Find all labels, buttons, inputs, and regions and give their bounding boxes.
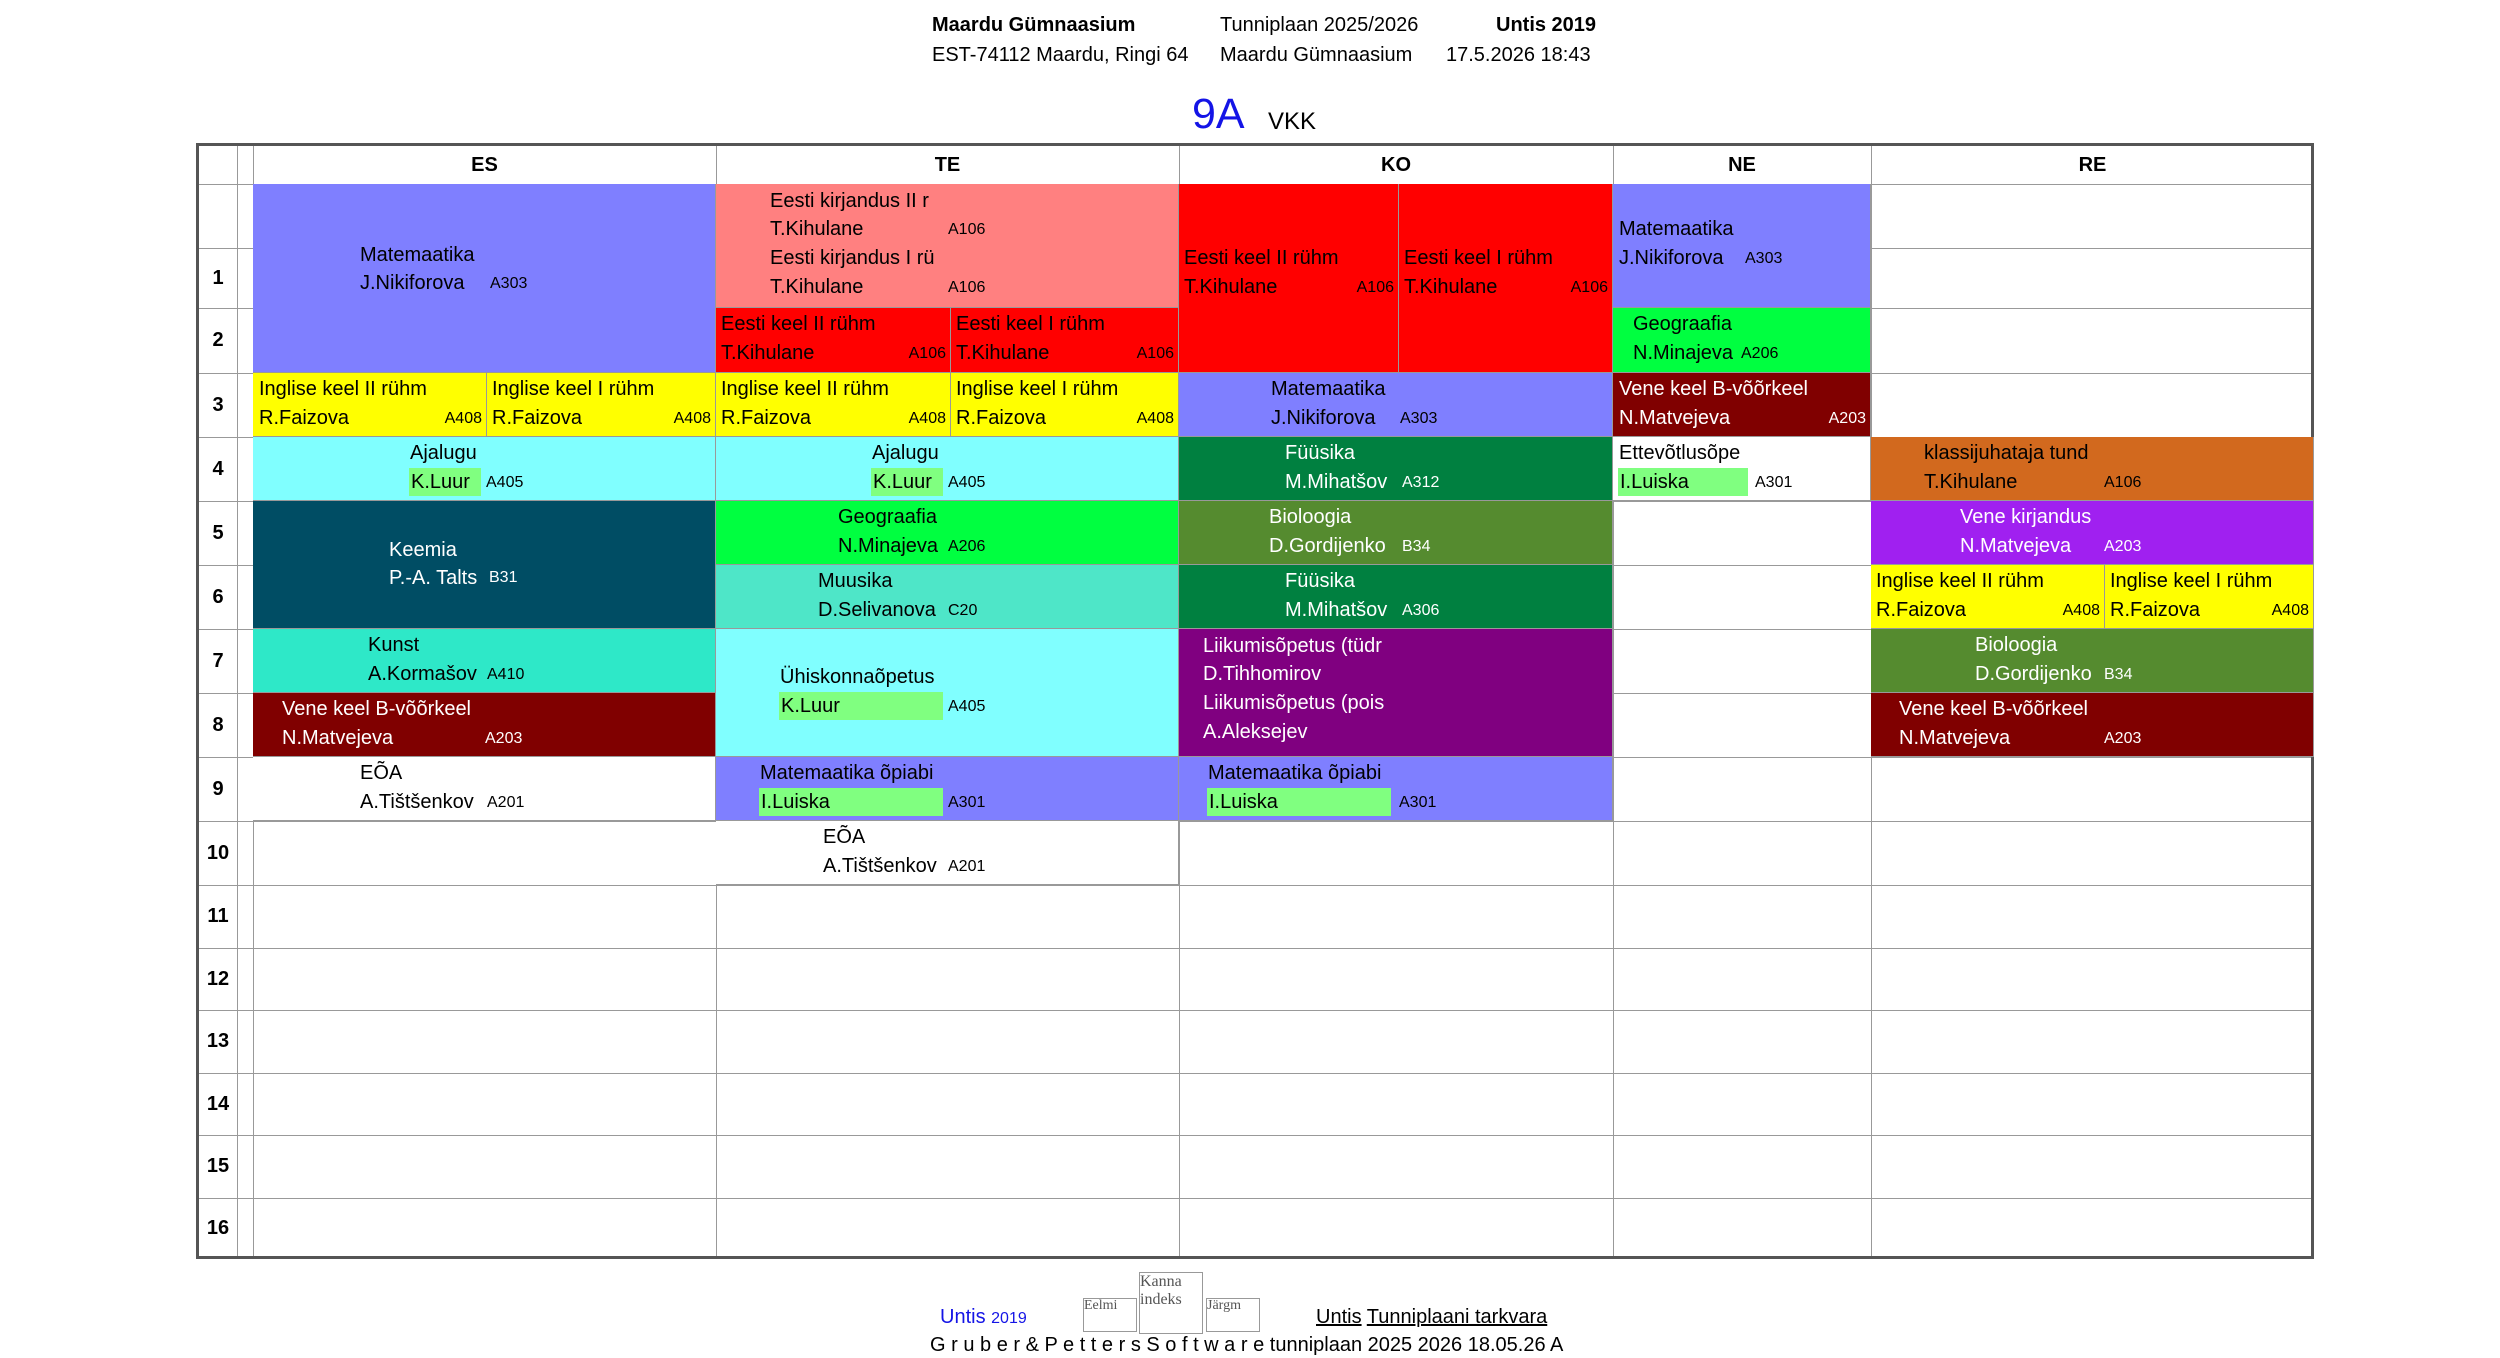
subject: Inglise keel II rühm bbox=[721, 378, 889, 400]
room: A301 bbox=[1399, 794, 1437, 811]
subject: Keemia bbox=[389, 539, 457, 561]
teacher: R.Faizova bbox=[259, 407, 350, 429]
room: A301 bbox=[948, 794, 986, 811]
teacher: I.Luiska bbox=[759, 788, 943, 816]
room: A106 bbox=[1570, 279, 1608, 296]
lesson-ko-eesti-keel-II[interactable] bbox=[1179, 184, 1399, 373]
lesson-re-bioloogia[interactable] bbox=[1871, 629, 2314, 693]
subject-1: Liikumisõpetus (tüdr bbox=[1203, 635, 1382, 657]
subject: Vene kirjandus bbox=[1960, 506, 2092, 528]
teacher: N.Matvejeva bbox=[1960, 535, 2072, 557]
teacher: I.Luiska bbox=[1618, 468, 1748, 496]
subject: Inglise keel II rühm bbox=[259, 378, 427, 400]
grid-hline bbox=[199, 1198, 2311, 1199]
teacher: J.Nikiforova bbox=[1619, 247, 1724, 269]
lesson-te-eesti-keel-I[interactable] bbox=[951, 308, 1179, 373]
room: A312 bbox=[1402, 474, 1440, 491]
lesson-es-inglise-I[interactable] bbox=[487, 373, 716, 437]
timetable-title: Tunniplaan 2025/2026 bbox=[1220, 14, 1419, 36]
lesson-es-inglise-II[interactable] bbox=[253, 373, 487, 437]
room: A106 bbox=[908, 345, 946, 362]
previous-icon-alt: Eelmi bbox=[1084, 1298, 1118, 1313]
subject-1: Eesti kirjandus II r bbox=[770, 190, 929, 212]
lesson-ne-matemaatika[interactable] bbox=[1613, 184, 1871, 308]
room: A408 bbox=[1136, 410, 1174, 427]
untis-brand-name: Untis bbox=[940, 1306, 986, 1328]
subject: Ajalugu bbox=[872, 442, 939, 464]
room: A303 bbox=[1745, 250, 1783, 267]
teacher: D.Gordijenko bbox=[1269, 535, 1386, 557]
footer-credit bbox=[930, 1334, 1563, 1357]
room: B34 bbox=[2104, 666, 2133, 683]
teacher: R.Faizova bbox=[1876, 599, 1967, 621]
room: A405 bbox=[948, 698, 986, 715]
room: A410 bbox=[487, 666, 525, 683]
subject: Inglise keel I rühm bbox=[2110, 570, 2273, 592]
index-icon[interactable] bbox=[1139, 1272, 1203, 1334]
room: A408 bbox=[2271, 602, 2309, 619]
lesson-te-yhiskonnaopetus[interactable] bbox=[716, 629, 1179, 757]
room: A301 bbox=[1755, 474, 1793, 491]
room: A405 bbox=[486, 474, 524, 491]
lesson-es-keemia[interactable] bbox=[253, 501, 716, 629]
subject: Matemaatika bbox=[1271, 378, 1386, 400]
previous-icon[interactable] bbox=[1083, 1298, 1137, 1332]
subject: Ühiskonnaõpetus bbox=[780, 666, 935, 688]
lesson-re-inglise-I[interactable] bbox=[2105, 565, 2314, 629]
next-icon[interactable] bbox=[1206, 1298, 1260, 1332]
subject: Matemaatika õpiabi bbox=[760, 762, 934, 784]
lesson-ko-liikumisopetus[interactable] bbox=[1179, 629, 1613, 757]
room: A206 bbox=[1741, 345, 1779, 362]
subject: Eesti keel II rühm bbox=[721, 313, 876, 335]
lesson-te-muusika[interactable] bbox=[716, 565, 1179, 629]
subject: Ettevõtlusõpe bbox=[1619, 442, 1741, 464]
teacher-1: T.Kihulane bbox=[770, 218, 864, 240]
teacher: D.Selivanova bbox=[818, 599, 936, 621]
period-number: 9 bbox=[212, 778, 224, 800]
lesson-es-ajalugu[interactable] bbox=[253, 437, 716, 501]
lesson-ko-matemaatika-opiabi[interactable] bbox=[1179, 757, 1613, 821]
subject: Bioloogia bbox=[1269, 506, 1352, 528]
teacher-1: D.Tihhomirov bbox=[1203, 663, 1322, 685]
teacher: T.Kihulane bbox=[1404, 276, 1498, 298]
teacher-2: A.Aleksejev bbox=[1203, 721, 1308, 743]
period-number: 13 bbox=[206, 1030, 230, 1052]
period-number: 6 bbox=[212, 586, 224, 608]
room: A203 bbox=[2104, 730, 2142, 747]
room: A201 bbox=[948, 858, 986, 875]
day-header-es: ES bbox=[471, 154, 498, 176]
grid-hline bbox=[199, 1010, 2311, 1011]
grid-hline bbox=[199, 885, 2311, 886]
room: A303 bbox=[1400, 410, 1438, 427]
room: A408 bbox=[2062, 602, 2100, 619]
subject: Eesti keel I rühm bbox=[956, 313, 1105, 335]
grid-vline bbox=[237, 146, 238, 1256]
grid-hline bbox=[199, 948, 2311, 949]
generated-datetime: 17.5.2026 18:43 bbox=[1446, 44, 1591, 66]
lesson-ko-eesti-keel-I[interactable] bbox=[1399, 184, 1613, 373]
timetable-grid bbox=[196, 143, 2314, 1259]
credit-text: G r u b e r & P e t t e r s S o f t w a r e bbox=[930, 1334, 1265, 1356]
school-name-2: Maardu Gümnaasium bbox=[1220, 44, 1413, 66]
lesson-te-ajalugu[interactable] bbox=[716, 437, 1179, 501]
teacher: N.Minajeva bbox=[838, 535, 939, 557]
subject: Bioloogia bbox=[1975, 634, 2058, 656]
room: A203 bbox=[2104, 538, 2142, 555]
room: B31 bbox=[489, 569, 518, 586]
room: A405 bbox=[948, 474, 986, 491]
tunniplaani-tarkvara-link[interactable]: Tunniplaani tarkvara bbox=[1366, 1306, 1548, 1328]
lesson-re-klassijuhataja[interactable] bbox=[1871, 437, 2314, 501]
period-number: 5 bbox=[212, 522, 224, 544]
footer-links bbox=[1316, 1306, 1547, 1329]
room: A408 bbox=[673, 410, 711, 427]
subject: Matemaatika bbox=[1619, 218, 1734, 240]
lesson-te-geograafia[interactable] bbox=[716, 501, 1179, 565]
lesson-re-vene-kirjandus[interactable] bbox=[1871, 501, 2314, 565]
teacher: T.Kihulane bbox=[721, 342, 815, 364]
lesson-te-matemaatika-opiabi[interactable] bbox=[716, 757, 1179, 821]
school-name: Maardu Gümnaasium bbox=[932, 14, 1136, 36]
period-number: 4 bbox=[212, 458, 224, 480]
index-icon-alt: Kanna indeks bbox=[1140, 1273, 1182, 1308]
untis-brand-year: 2019 bbox=[991, 1310, 1027, 1327]
teacher: J.Nikiforova bbox=[360, 272, 465, 294]
subject: Ajalugu bbox=[410, 442, 477, 464]
room: A303 bbox=[490, 275, 528, 292]
subject: Inglise keel I rühm bbox=[492, 378, 655, 400]
day-header-ne: NE bbox=[1728, 154, 1756, 176]
period-number: 15 bbox=[206, 1155, 230, 1177]
room: A203 bbox=[1828, 410, 1866, 427]
teacher: K.Luur bbox=[409, 468, 481, 496]
teacher: T.Kihulane bbox=[1184, 276, 1278, 298]
subject: EÕA bbox=[823, 826, 866, 848]
room: A201 bbox=[487, 794, 525, 811]
teacher: A.Tištšenkov bbox=[360, 791, 474, 813]
teacher: J.Nikiforova bbox=[1271, 407, 1376, 429]
lesson-re-inglise-II[interactable] bbox=[1871, 565, 2105, 629]
room: A206 bbox=[948, 538, 986, 555]
room-2: A106 bbox=[948, 279, 986, 296]
teacher: N.Matvejeva bbox=[1899, 727, 2011, 749]
subject: Geograafia bbox=[1633, 313, 1732, 335]
lesson-te-inglise-I[interactable] bbox=[951, 373, 1179, 437]
teacher: K.Luur bbox=[871, 468, 943, 496]
subject: Vene keel B-võõrkeel bbox=[1899, 698, 2089, 720]
subject: Matemaatika õpiabi bbox=[1208, 762, 1382, 784]
lesson-re-vene[interactable] bbox=[1871, 693, 2314, 757]
subject-2: Eesti kirjandus I rü bbox=[770, 247, 935, 269]
period-number: 16 bbox=[206, 1217, 230, 1239]
subject: Vene keel B-võõrkeel bbox=[282, 698, 472, 720]
day-header-te: TE bbox=[934, 154, 961, 176]
room: A106 bbox=[1136, 345, 1174, 362]
teacher: M.Mihatšov bbox=[1285, 599, 1388, 621]
lesson-ko-fyysika-2[interactable] bbox=[1179, 565, 1613, 629]
lesson-ko-matemaatika[interactable] bbox=[1179, 373, 1613, 437]
teacher-2: T.Kihulane bbox=[770, 276, 864, 298]
period-number: 12 bbox=[206, 968, 230, 990]
teacher: A.Tištšenkov bbox=[823, 855, 937, 877]
teacher: R.Faizova bbox=[492, 407, 583, 429]
file-text: tunniplaan 2025 2026 18.05.26 A bbox=[1269, 1334, 1564, 1356]
teacher: R.Faizova bbox=[721, 407, 812, 429]
room: A106 bbox=[2104, 474, 2142, 491]
lesson-ko-bioloogia[interactable] bbox=[1179, 501, 1613, 565]
teacher: M.Mihatšov bbox=[1285, 471, 1388, 493]
teacher: D.Gordijenko bbox=[1975, 663, 2092, 685]
period-number: 1 bbox=[212, 267, 224, 289]
untis-version: Untis 2019 bbox=[1496, 14, 1597, 36]
lesson-ko-fyysika-1[interactable] bbox=[1179, 437, 1613, 501]
teacher: K.Luur bbox=[779, 692, 943, 720]
teacher: A.Kormašov bbox=[368, 663, 477, 685]
subject: Füüsika bbox=[1285, 570, 1356, 592]
teacher: R.Faizova bbox=[2110, 599, 2201, 621]
lesson-ne-vene[interactable] bbox=[1613, 373, 1871, 437]
room: C20 bbox=[948, 602, 978, 619]
lesson-ne-ettevotlusope[interactable] bbox=[1613, 437, 1871, 501]
day-header-re: RE bbox=[2078, 154, 2107, 176]
period-number: 2 bbox=[212, 329, 224, 351]
untis-brand bbox=[940, 1306, 1027, 1329]
period-number: 11 bbox=[207, 905, 229, 927]
class-teacher: VKK bbox=[1268, 108, 1317, 135]
subject: Eesti keel I rühm bbox=[1404, 247, 1553, 269]
period-number: 8 bbox=[212, 714, 224, 736]
grid-hline bbox=[199, 1135, 2311, 1136]
lesson-ne-geograafia[interactable] bbox=[1613, 308, 1871, 373]
period-number: 3 bbox=[212, 394, 224, 416]
untis-link[interactable]: Untis bbox=[1316, 1306, 1362, 1328]
lesson-te-eoa[interactable] bbox=[716, 821, 1179, 885]
period-number: 14 bbox=[206, 1093, 230, 1115]
class-name: 9A bbox=[1192, 90, 1245, 138]
teacher: I.Luiska bbox=[1207, 788, 1391, 816]
lesson-te-eesti-kirjandus[interactable] bbox=[716, 184, 1179, 308]
period-number: 10 bbox=[206, 842, 230, 864]
lesson-es-matemaatika[interactable] bbox=[253, 184, 716, 373]
room-1: A106 bbox=[948, 221, 986, 238]
subject: Inglise keel I rühm bbox=[956, 378, 1119, 400]
subject: Inglise keel II rühm bbox=[1876, 570, 2044, 592]
lesson-te-eesti-keel-II[interactable] bbox=[716, 308, 951, 373]
subject: Kunst bbox=[368, 634, 420, 656]
lesson-es-kunst[interactable] bbox=[253, 629, 716, 693]
subject: Geograafia bbox=[838, 506, 937, 528]
teacher: N.Matvejeva bbox=[282, 727, 394, 749]
teacher: T.Kihulane bbox=[956, 342, 1050, 364]
room: A408 bbox=[908, 410, 946, 427]
period-number: 7 bbox=[212, 650, 224, 672]
grid-hline bbox=[199, 821, 2311, 822]
teacher: P.-A. Talts bbox=[389, 567, 478, 589]
room: A408 bbox=[444, 410, 482, 427]
subject: klassijuhataja tund bbox=[1924, 442, 2089, 464]
school-address: EST-74112 Maardu, Ringi 64 bbox=[932, 44, 1189, 66]
subject: Eesti keel II rühm bbox=[1184, 247, 1339, 269]
subject: Matemaatika bbox=[360, 244, 475, 266]
subject: Vene keel B-võõrkeel bbox=[1619, 378, 1809, 400]
grid-hline bbox=[199, 1073, 2311, 1074]
room: A306 bbox=[1402, 602, 1440, 619]
next-icon-alt: Järgm bbox=[1207, 1298, 1241, 1313]
subject: EÕA bbox=[360, 762, 403, 784]
teacher: N.Minajeva bbox=[1633, 342, 1734, 364]
lesson-es-vene[interactable] bbox=[253, 693, 716, 757]
subject: Muusika bbox=[818, 570, 893, 592]
day-header-ko: KO bbox=[1381, 154, 1411, 176]
room: B34 bbox=[1402, 538, 1431, 555]
teacher: R.Faizova bbox=[956, 407, 1047, 429]
teacher: N.Matvejeva bbox=[1619, 407, 1731, 429]
teacher: T.Kihulane bbox=[1924, 471, 2018, 493]
subject: Füüsika bbox=[1285, 442, 1356, 464]
lesson-te-inglise-II[interactable] bbox=[716, 373, 951, 437]
lesson-es-eoa[interactable] bbox=[253, 757, 716, 821]
room: A203 bbox=[485, 730, 523, 747]
room: A106 bbox=[1356, 279, 1394, 296]
subject-2: Liikumisõpetus (pois bbox=[1203, 692, 1385, 714]
